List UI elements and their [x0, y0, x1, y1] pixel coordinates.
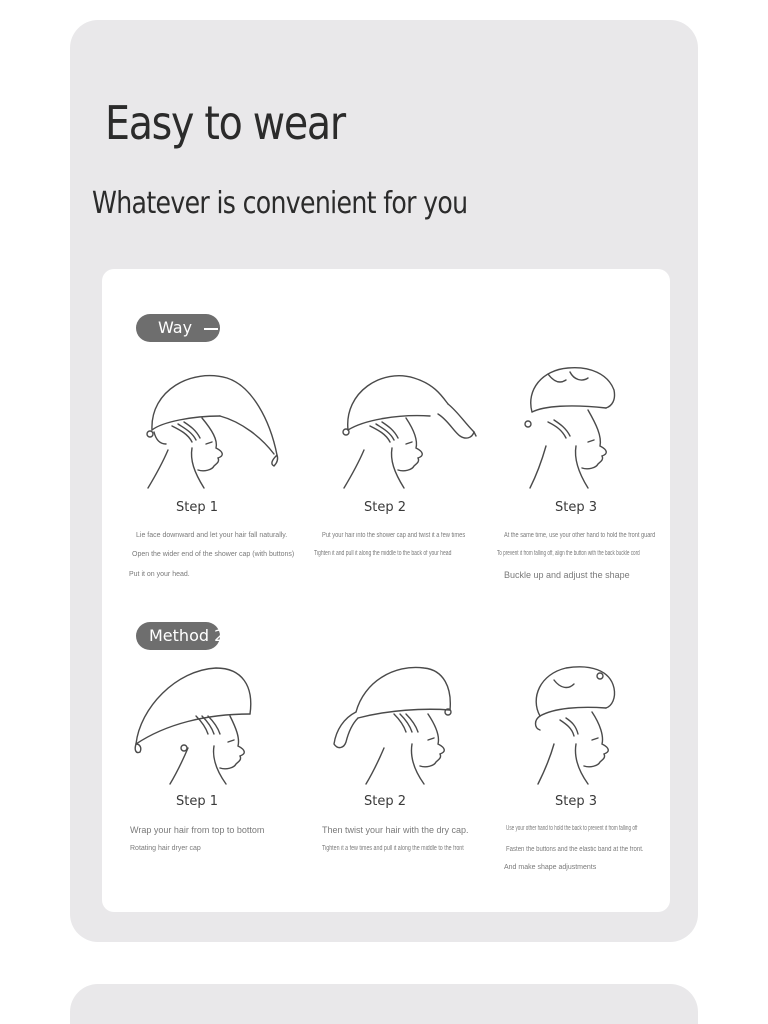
- step-description: Buckle up and adjust the shape: [504, 570, 630, 580]
- step-description: Tighten it and pull it along the middle to the back of your head: [314, 550, 452, 557]
- hair-cap-step2-icon: [330, 360, 480, 490]
- step-2-label: Step 2: [363, 500, 407, 515]
- hair-cap-step3-icon: [510, 658, 660, 788]
- method-1-label: Way: [158, 318, 193, 337]
- method-2-label: Method 2: [149, 626, 225, 645]
- method-1-badge: [136, 314, 220, 342]
- step-description: Then twist your hair with the dry cap.: [322, 825, 469, 835]
- next-product-card: [70, 984, 698, 1024]
- page-subtitle: Whatever is convenient for you: [92, 186, 468, 221]
- page-title: Easy to wear: [105, 96, 345, 150]
- step-description: At the same time, use your other hand to hold the front guard: [504, 532, 656, 539]
- step-description: Put it on your head.: [129, 571, 190, 578]
- method-2-badge: [136, 622, 225, 650]
- hair-cap-step3-icon: [508, 360, 658, 490]
- step-description: Put your hair into the shower cap and twist it a few times: [322, 532, 466, 539]
- step-description: Use your other hand to hold the back to prevent it from falling off: [506, 825, 638, 832]
- step-description: Tighten it a few times and pull it along the middle to the front: [322, 845, 464, 852]
- hair-cap-step1-icon: [126, 658, 276, 788]
- step-description: Fasten the buttons and the elastic band at the front.: [506, 846, 644, 853]
- step-description: To prevent it from falling off, align the button with the back buckle cord: [497, 550, 640, 557]
- hair-cap-step1-icon: [132, 360, 282, 490]
- step-description: Rotating hair dryer cap: [130, 845, 201, 852]
- step-3-label: Step 3: [554, 794, 598, 809]
- step-description: And make shape adjustments: [504, 864, 597, 871]
- step-description: Wrap your hair from top to bottom: [130, 825, 265, 835]
- step-description: Lie face downward and let your hair fall naturally.: [136, 532, 288, 539]
- dash-icon: [204, 328, 218, 330]
- hair-cap-step2-icon: [328, 658, 478, 788]
- step-description: Open the wider end of the shower cap (with buttons): [132, 551, 295, 558]
- step-1-label: Step 1: [175, 794, 219, 809]
- step-1-label: Step 1: [175, 500, 219, 515]
- step-3-label: Step 3: [554, 500, 598, 515]
- step-2-label: Step 2: [363, 794, 407, 809]
